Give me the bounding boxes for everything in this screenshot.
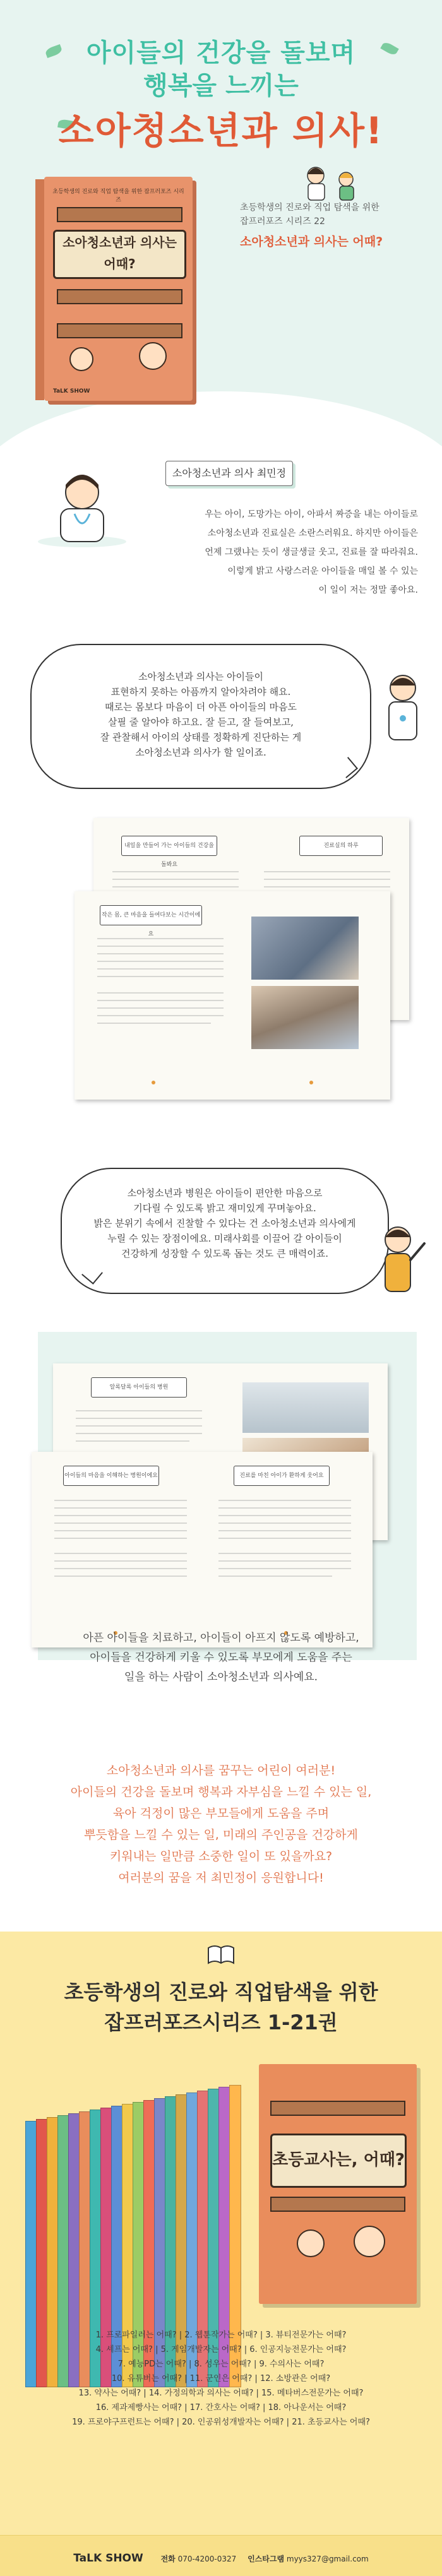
footer-contact: myys327@gmail.com (286, 2555, 369, 2563)
teacher-icon (354, 2226, 385, 2257)
book-cover-title: 소아청소년과 의사는 어때? (53, 230, 186, 279)
kid-icon (69, 347, 93, 371)
hero-section (0, 0, 442, 530)
author-tag: 소아청소년과 의사 최민정 (165, 461, 293, 486)
series-info-name: 소아청소년과 의사는 어때? (240, 235, 383, 249)
book-cover (44, 177, 193, 401)
doctor-illustration (297, 158, 366, 202)
book-spread-2-inset (32, 1452, 373, 1647)
series-heading: 초등학생의 진로와 직업탐색을 위한 잡프러포즈시리즈 1-21권 (64, 1980, 378, 2034)
featured-book-title: 초등교사는, 어때? (270, 2134, 407, 2188)
book-spread-1-inset (75, 891, 390, 1100)
author-description: 우는 아이, 도망가는 아이, 아파서 짜증을 내는 아이들로 소아청소년과 진료실은 소란스러워요. 하지만 아이들은 언제 그랬냐는 듯이 생글생글 웃고, 진료를 잘 따라줘요. 이렇게 밝고 사랑스러운 아이들을 매일 볼 수 있는 이 일이 저는 정말 좋아요. (205, 509, 418, 595)
kid-icon (139, 342, 167, 370)
closing-paragraph-2: 소아청소년과 의사를 꿈꾸는 어린이 여러분! 아이들의 건강을 돌보며 행복과 자부심을 느낄 수 있는 일, 육아 걱정이 많은 부모들에게 도움을 주며 뿌듯함을 느낄 수 있는 일, 미래의 주인공을 건강하게 키워내는 일만큼 소중한 일이 또 있을까요? 여러분의 꿈을 저 최민정이 응원합니다! (70, 1764, 372, 1885)
clinic-photo (251, 917, 359, 980)
child-doctor-icon (379, 669, 427, 751)
book-cover-subtitle: 초등학생의 진로와 직업 탐색을 위한 잡프러포즈 시리즈 (52, 189, 184, 203)
footer-phone: 070-4200-0327 (177, 2555, 237, 2563)
series-info (240, 201, 404, 249)
waving-child-icon (366, 1218, 429, 1307)
clinic-photo (242, 1382, 369, 1433)
spread1-left-chip: 내일을 만들어 가는 아이들의 건강을 돌봐요 (121, 836, 217, 856)
hero-line-3: 소아청소년과 의사! (58, 109, 384, 152)
clinic-photo (251, 986, 359, 1049)
quote-bubble-2: 소아청소년과 병원은 아이들이 편안한 마음으로 기다릴 수 있도록 밝고 재미있게 꾸며놓아요. 밝은 분위기 속에서 진찰할 수 있다는 건 소아청소년과 의사에게 누릴 수 있는 장점이에요. 미래사회를 이끌어 갈 아이들이 건강하게 성장할 수 있도록 돕는 것도 큰 매력이죠. (61, 1168, 389, 1294)
series-info-line1: 초등학생의 진로와 직업 탐색을 위한 (240, 203, 379, 213)
brand-logo: TaLK SHOW (73, 2552, 143, 2565)
spread1-inset-chip: 작은 몸, 큰 마음을 들여다보는 시간이에요 (100, 905, 202, 925)
doctor-portrait-icon (24, 467, 134, 549)
series-info-line2: 잡프러포즈 시리즈 22 (240, 217, 325, 227)
series-section (0, 1932, 442, 2576)
book-publisher: TaLK SHOW (53, 388, 90, 395)
quote-bubble-1: 소아청소년과 의사는 아이들이 표현하지 못하는 아픔까지 알아차려야 해요. 때로는 몸보다 마음이 더 아픈 아이들의 마음도 살필 줄 알아야 하고요. 잘 듣고, 잘 들여보고, 잘 관찰해서 아이의 상태를 정확하게 진단하는 게 소아청소년과 의사가 할 일이죠. (30, 644, 371, 789)
closing-paragraph-1: 아픈 아이들을 치료하고, 아이들이 아프지 않도록 예방하고, 아이들을 건강하게 키울 수 있도록 부모에게 도움을 주는 일을 하는 사람이 소아청소년과 의사예요. (83, 1632, 359, 1683)
series-title-list: 1. 프로파일러는 어때? | 2. 웹툰작가는 어때? | 3. 뷰티전문가는 어때? 4. 셰프는 어때? | 5. 게임개발자는 어때? | 6. 인공지능전문가는 어때? 7. 예능PD는 어때? | 8. 성우는 어때? | 9. 수의사는 어때? 10. 유튜버는 어때? | 11. 군인은 어때? | 12. 소방관은 어때? 13. 약사는 어때? | 14. 가정의학과 의사는 어때? | 15. 메타버스전문가는 어때? 16. 제과제빵사는 어때? | 17. 간호사는 어때? | 18. 아나운서는 어때? 19. 프로야구프런트는 어때? | 20. 인공위성개발자는 어때? | 21. 초등교사는 어때? (72, 2330, 370, 2427)
spread2-top-chip: 알록달록 아이들의 병원 (91, 1377, 187, 1398)
open-book-icon (206, 1943, 236, 1966)
spread2-right-chip: 진료를 마친 아이가 환하게 웃어요 (234, 1466, 330, 1486)
footer: TaLK SHOW 전화 070-4200-0327 인스타그램 myys327@gmail.com (73, 2552, 369, 2565)
spread1-right-chip: 진료실의 하루 (299, 836, 383, 856)
spread2-left-chip: 아이들의 마음을 이해하는 병원이에요 (63, 1466, 159, 1486)
hero-line-2: 행복을 느끼는 (143, 71, 299, 100)
kid-icon (297, 2229, 325, 2257)
featured-book-cover (259, 2064, 417, 2304)
hero-line-1: 아이들의 건강을 돌보며 (86, 39, 356, 68)
